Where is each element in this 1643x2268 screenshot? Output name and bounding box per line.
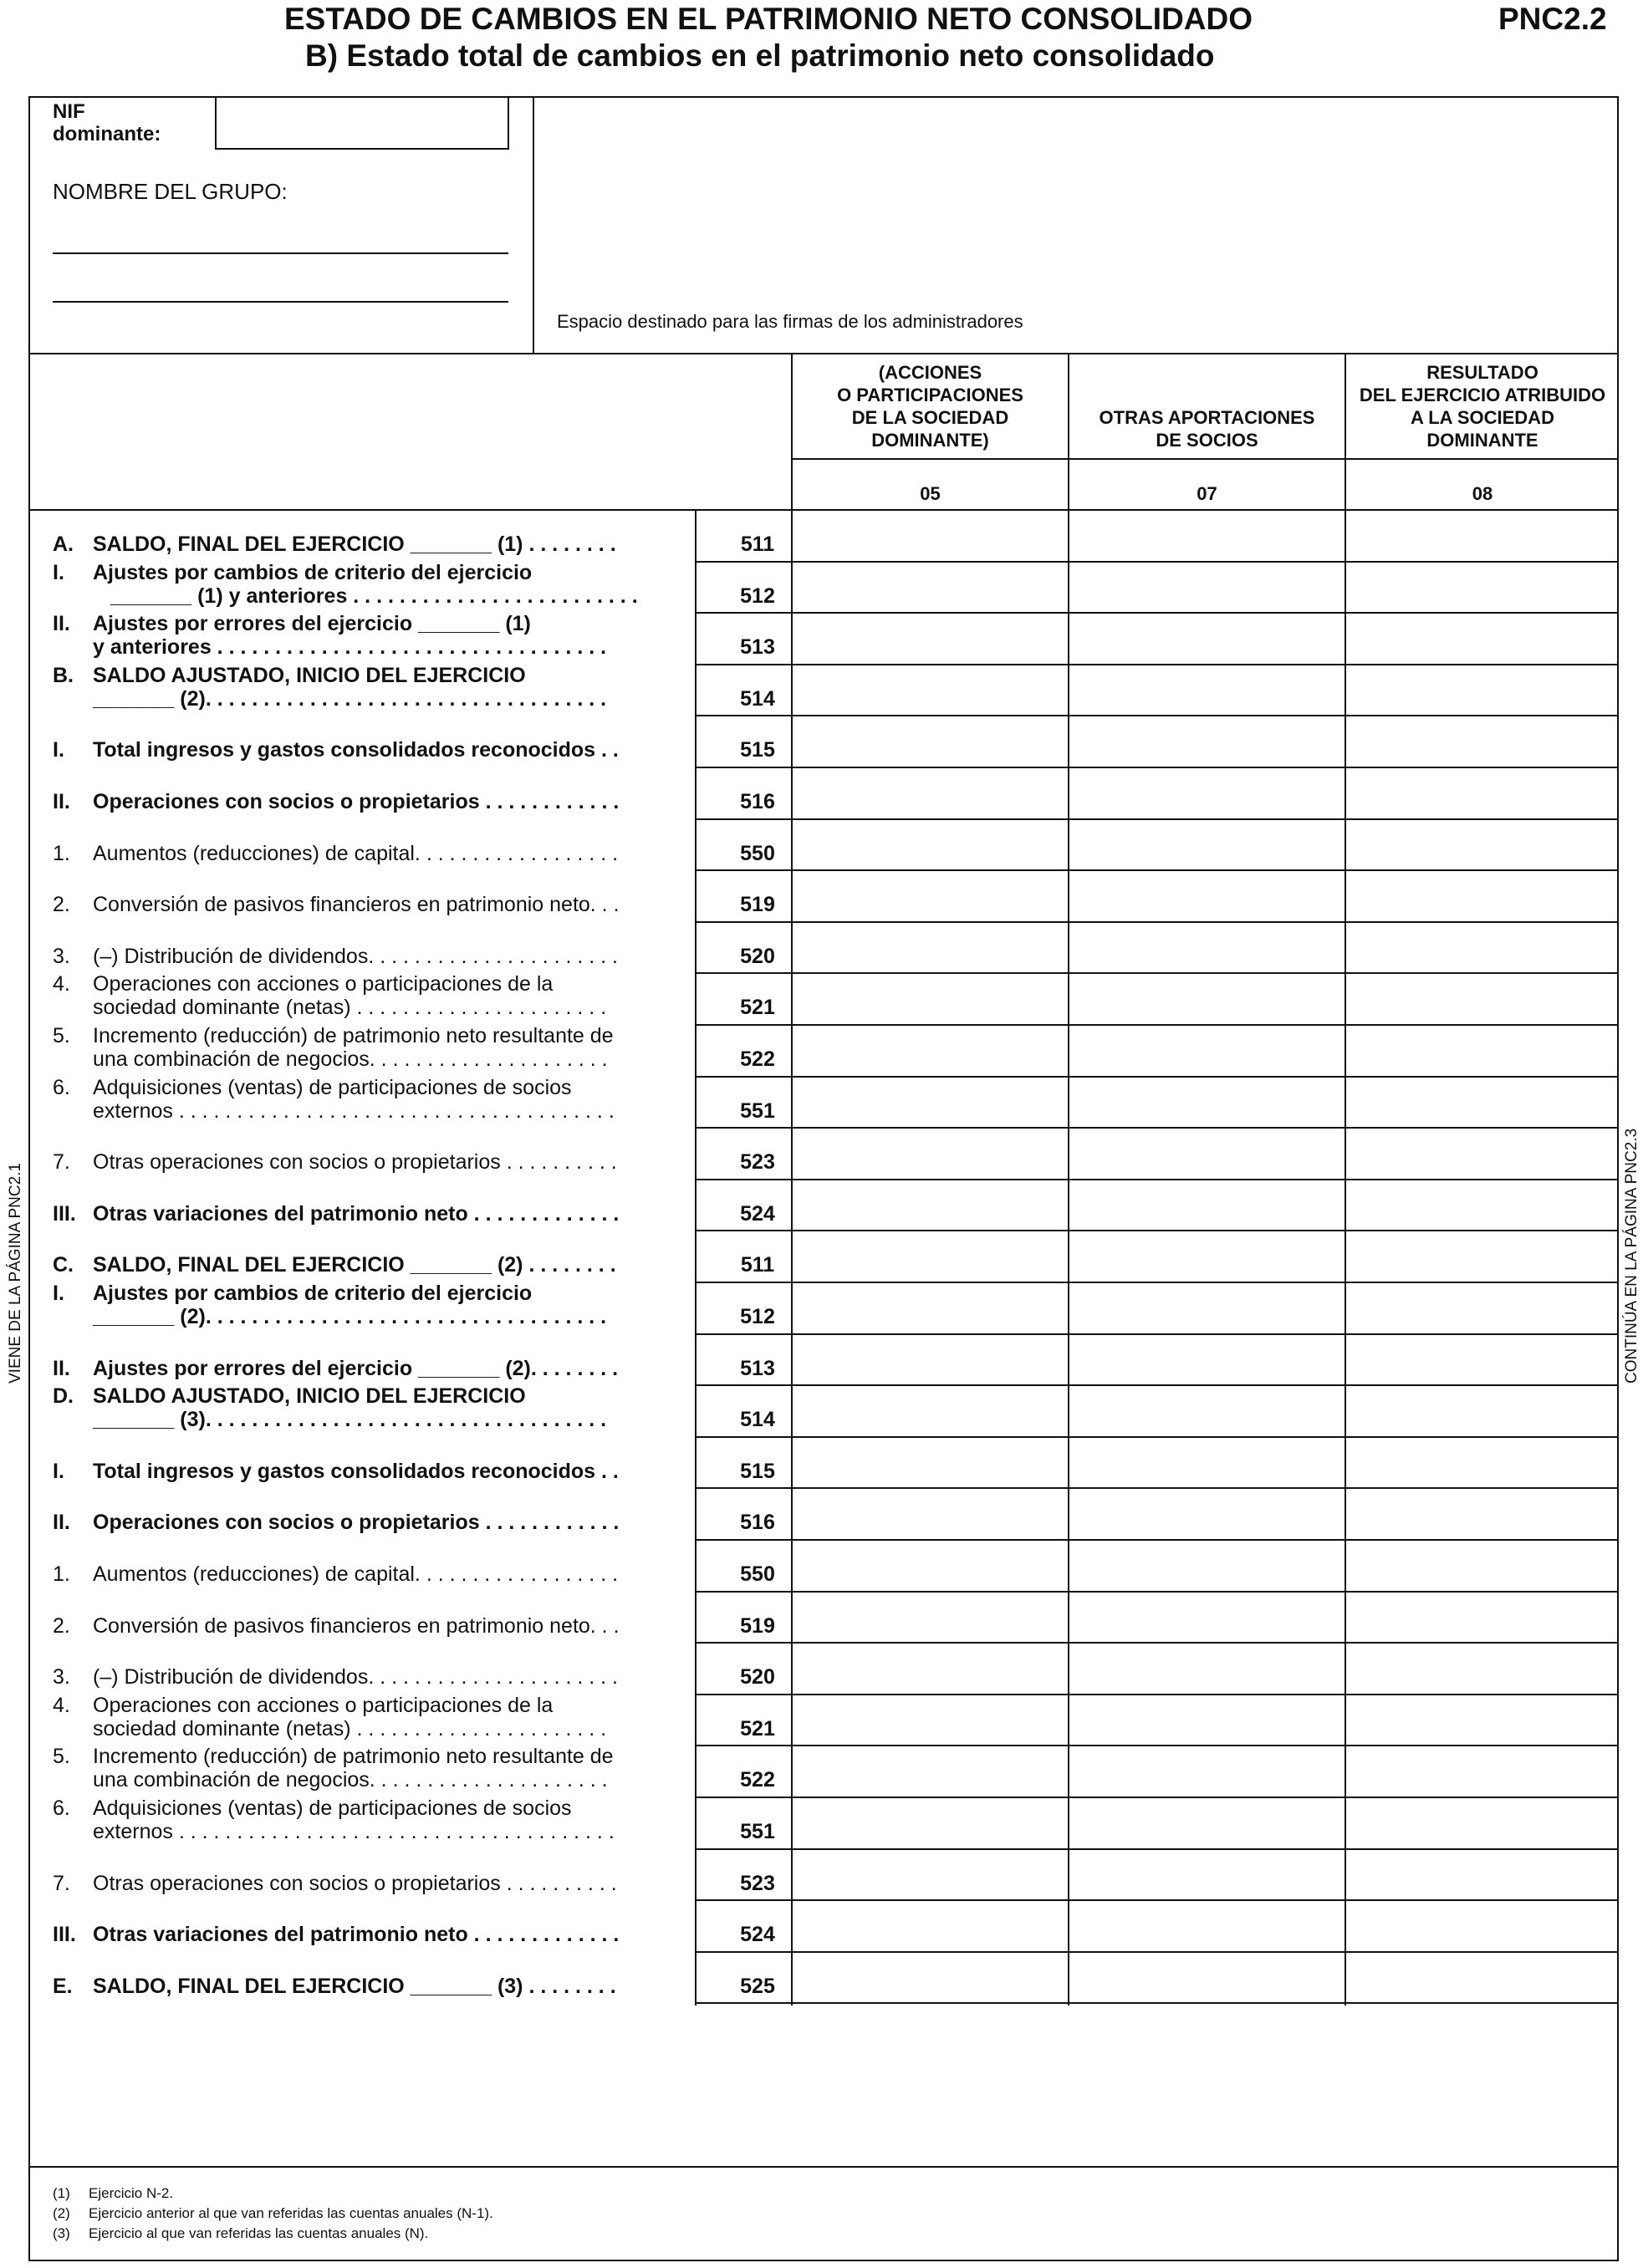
value-cell-col-08[interactable] <box>1346 1438 1619 1487</box>
table-row <box>28 715 791 767</box>
table-row <box>28 509 791 561</box>
row-text: Otras variaciones del patrimonio neto . . . . . . . . . . . . . <box>93 1923 620 1946</box>
value-cell-col-07[interactable] <box>1069 563 1345 612</box>
value-cell-col-05[interactable] <box>793 871 1068 920</box>
row-label: 7. <box>53 1150 70 1174</box>
row-text: Ajustes por cambios de criterio del ejercicio <box>93 1282 533 1305</box>
value-cell-col-07[interactable] <box>1069 1078 1345 1127</box>
table-row <box>28 1745 791 1797</box>
value-cell-col-07[interactable] <box>1069 1231 1345 1281</box>
row-code: 519 <box>740 1614 775 1638</box>
header-bottom-rule <box>28 353 1619 354</box>
value-cell-col-08[interactable] <box>1346 923 1619 972</box>
value-cell-col-05[interactable] <box>793 974 1068 1023</box>
value-cell-col-08[interactable] <box>1346 1129 1619 1178</box>
row-text: una combinación de negocios. . . . . . . . . . . . . . . . . . . . . <box>93 1768 608 1791</box>
row-code: 512 <box>740 584 775 608</box>
table-row <box>28 1436 791 1488</box>
value-cell-col-05[interactable] <box>793 1541 1068 1590</box>
row-code: 522 <box>740 1047 775 1071</box>
value-cell-col-05[interactable] <box>793 1489 1068 1538</box>
value-cell-col-07[interactable] <box>1069 1798 1345 1848</box>
group-name-line-2[interactable] <box>53 301 508 303</box>
row-code: 514 <box>740 1408 775 1431</box>
col-head-acciones: (ACCIONES O PARTICIPACIONES DE LA SOCIEDAD DOMINANTE) <box>837 362 1023 451</box>
row-label: I. <box>53 561 64 584</box>
value-cell-col-08[interactable] <box>1346 1644 1619 1693</box>
row-code: 511 <box>740 533 775 556</box>
value-cell-col-05[interactable] <box>793 1386 1068 1435</box>
value-cell-col-08[interactable] <box>1346 974 1619 1023</box>
row-label: 4. <box>53 1694 70 1717</box>
value-cell-col-08[interactable] <box>1346 768 1619 818</box>
row-text: SALDO, FINAL DEL EJERCICIO _______ (2) . . . . . . . . <box>93 1253 616 1277</box>
row-label: 7. <box>53 1872 70 1895</box>
row-label: II. <box>53 790 70 813</box>
value-cell-col-05[interactable] <box>793 1850 1068 1899</box>
table-row <box>28 1024 791 1076</box>
footnote-2: (2) Ejercicio anterior al que van referidas las cuentas anuales (N-1). <box>53 2205 493 2221</box>
row-label: 4. <box>53 972 70 996</box>
value-cell-col-08[interactable] <box>1346 1489 1619 1538</box>
value-cell-col-05[interactable] <box>793 1798 1068 1848</box>
row-label: I. <box>53 1282 64 1305</box>
side-label-right: CONTINÚA EN LA PÁGINA PNC2.3 <box>1623 1128 1640 1384</box>
table-row <box>28 1384 791 1436</box>
value-cell-col-08[interactable] <box>1346 820 1619 869</box>
col-head-otras-aportaciones: OTRAS APORTACIONES DE SOCIOS <box>1099 407 1315 451</box>
row-code: 515 <box>740 738 775 762</box>
value-cell-col-05[interactable] <box>793 563 1068 612</box>
value-cell-col-07[interactable] <box>1069 665 1345 715</box>
row-rule <box>695 2002 1619 2004</box>
value-cell-col-08[interactable] <box>1346 1695 1619 1745</box>
row-code: 520 <box>740 945 775 968</box>
value-cell-col-08[interactable] <box>1346 1593 1619 1642</box>
row-text: Otras operaciones con socios o propietarios . . . . . . . . . . <box>93 1150 617 1174</box>
footnote-1: (1) Ejercicio N-2. <box>53 2185 174 2201</box>
value-cell-col-08[interactable] <box>1346 1180 1619 1230</box>
row-label: 1. <box>53 1562 70 1586</box>
value-cell-col-07[interactable] <box>1069 1026 1345 1075</box>
value-cell-col-07[interactable] <box>1069 1644 1345 1693</box>
table-row <box>28 612 791 664</box>
value-cell-col-05[interactable] <box>793 1901 1068 1950</box>
row-label: 2. <box>53 1614 70 1638</box>
row-label: A. <box>53 533 74 556</box>
row-label: 2. <box>53 893 70 916</box>
form-code: PNC2.2 <box>1498 2 1607 36</box>
value-cell-col-08[interactable] <box>1346 1953 1619 2002</box>
row-code: 512 <box>740 1305 775 1328</box>
footnote-3: (3) Ejercicio al que van referidas las cuentas anuales (N). <box>53 2225 429 2241</box>
row-text: una combinación de negocios. . . . . . . . . . . . . . . . . . . . . <box>93 1047 608 1071</box>
value-cell-col-05[interactable] <box>793 1593 1068 1642</box>
table-row <box>28 1694 791 1746</box>
row-label: B. <box>53 664 74 687</box>
row-code: 513 <box>740 635 775 659</box>
row-label: III. <box>53 1202 76 1226</box>
row-code: 524 <box>740 1202 775 1226</box>
value-cell-col-05[interactable] <box>793 1335 1068 1384</box>
row-text: Total ingresos y gastos consolidados reconocidos . . <box>93 738 619 762</box>
signatures-area[interactable] <box>535 99 1617 349</box>
value-cell-col-07[interactable] <box>1069 871 1345 920</box>
value-cell-col-08[interactable] <box>1346 1283 1619 1333</box>
value-cell-col-05[interactable] <box>793 511 1068 560</box>
row-text: _______ (1) y anteriores . . . . . . . . . . . . . . . . . . . . . . . . . <box>93 584 638 608</box>
value-cell-col-07[interactable] <box>1069 1335 1345 1384</box>
value-cell-col-08[interactable] <box>1346 1541 1619 1590</box>
row-code: 511 <box>740 1253 775 1277</box>
value-cell-col-05[interactable] <box>793 1644 1068 1693</box>
value-cell-col-08[interactable] <box>1346 1386 1619 1435</box>
value-cell-col-07[interactable] <box>1069 923 1345 972</box>
col-code-05: 05 <box>920 483 941 504</box>
table-row <box>28 1899 791 1951</box>
row-code: 525 <box>740 1975 775 1998</box>
table-row <box>28 869 791 921</box>
row-text: Conversión de pasivos financieros en patrimonio neto. . . <box>93 893 620 916</box>
table-row <box>28 1539 791 1591</box>
value-cell-col-05[interactable] <box>793 1231 1068 1281</box>
value-cell-col-07[interactable] <box>1069 1180 1345 1230</box>
row-code: 522 <box>740 1768 775 1791</box>
row-label: I. <box>53 1460 64 1483</box>
col-header-rule <box>791 458 1619 460</box>
value-cell-col-07[interactable] <box>1069 1438 1345 1487</box>
row-code: 551 <box>740 1099 775 1123</box>
row-code: 519 <box>740 893 775 916</box>
table-row <box>28 1282 791 1333</box>
table-row <box>28 921 791 973</box>
row-code: 521 <box>740 996 775 1019</box>
value-cell-col-05[interactable] <box>793 1746 1068 1796</box>
table-row <box>28 1591 791 1643</box>
row-label: 1. <box>53 842 70 865</box>
side-label-left: VIENE DE LA PÁGINA PNC2.1 <box>7 1163 24 1384</box>
table-row <box>28 1127 791 1179</box>
value-cell-col-07[interactable] <box>1069 974 1345 1023</box>
row-label: 5. <box>53 1024 70 1047</box>
row-code: 515 <box>740 1460 775 1483</box>
group-name-label: NOMBRE DEL GRUPO: <box>53 179 288 204</box>
row-code: 523 <box>740 1872 775 1895</box>
value-cell-col-08[interactable] <box>1346 614 1619 663</box>
row-text: Otras variaciones del patrimonio neto . . . . . . . . . . . . . <box>93 1202 620 1226</box>
row-code: 521 <box>740 1717 775 1740</box>
value-cell-col-07[interactable] <box>1069 1489 1345 1538</box>
value-cell-col-05[interactable] <box>793 1283 1068 1333</box>
value-cell-col-05[interactable] <box>793 923 1068 972</box>
row-label: 3. <box>53 945 70 968</box>
row-label: D. <box>53 1384 74 1408</box>
row-text: Ajustes por errores del ejercicio _______ (1) <box>93 612 531 635</box>
row-label: 3. <box>53 1665 70 1689</box>
table-row <box>28 1848 791 1900</box>
row-code: 516 <box>740 1511 775 1534</box>
row-text: SALDO, FINAL DEL EJERCICIO _______ (3) . . . . . . . . <box>93 1975 616 1998</box>
value-cell-col-07[interactable] <box>1069 1901 1345 1950</box>
row-text: Adquisiciones (ventas) de participaciones de socios <box>93 1076 572 1099</box>
row-label: E. <box>53 1975 73 1998</box>
col-code-07: 07 <box>1197 483 1217 504</box>
form-subtitle: B) Estado total de cambios en el patrimonio neto consolidado <box>305 38 1215 73</box>
value-cell-col-08[interactable] <box>1346 1746 1619 1796</box>
value-cell-col-08[interactable] <box>1346 563 1619 612</box>
row-label: II. <box>53 612 70 635</box>
value-cell-col-07[interactable] <box>1069 1850 1345 1899</box>
table-row <box>28 1230 791 1282</box>
table-row <box>28 1076 791 1128</box>
row-text: Ajustes por errores del ejercicio _______ (2). . . . . . . . <box>93 1357 619 1380</box>
row-text: Total ingresos y gastos consolidados reconocidos . . <box>93 1460 619 1483</box>
row-text: Incremento (reducción) de patrimonio neto resultante de <box>93 1745 614 1768</box>
row-text: externos . . . . . . . . . . . . . . . . . . . . . . . . . . . . . . . . . . . . . . <box>93 1099 615 1123</box>
value-cell-col-07[interactable] <box>1069 716 1345 766</box>
row-text: Otras operaciones con socios o propietarios . . . . . . . . . . <box>93 1872 617 1895</box>
value-cell-col-08[interactable] <box>1346 1026 1619 1075</box>
value-cell-col-08[interactable] <box>1346 1901 1619 1950</box>
row-text: Operaciones con socios o propietarios . . . . . . . . . . . . <box>93 790 620 813</box>
row-text: y anteriores . . . . . . . . . . . . . . . . . . . . . . . . . . . . . . . . . . <box>93 635 607 659</box>
value-cell-col-08[interactable] <box>1346 1798 1619 1848</box>
nif-label: NIF dominante: <box>53 100 161 145</box>
value-cell-col-07[interactable] <box>1069 820 1345 869</box>
row-code: 520 <box>740 1665 775 1689</box>
row-text: Adquisiciones (ventas) de participaciones de socios <box>93 1797 572 1820</box>
value-cell-col-05[interactable] <box>793 1953 1068 2002</box>
table-row <box>28 767 791 818</box>
row-text: Operaciones con acciones o participaciones de la <box>93 1694 554 1717</box>
table-row <box>28 1951 791 2003</box>
row-label: 5. <box>53 1745 70 1768</box>
table-row <box>28 1487 791 1539</box>
row-text: sociedad dominante (netas) . . . . . . . . . . . . . . . . . . . . . . <box>93 996 607 1019</box>
row-text: _______ (3). . . . . . . . . . . . . . . . . . . . . . . . . . . . . . . . . . . <box>93 1408 607 1431</box>
value-cell-col-05[interactable] <box>793 1180 1068 1230</box>
value-cell-col-07[interactable] <box>1069 1129 1345 1178</box>
row-label: II. <box>53 1357 70 1380</box>
row-text: Conversión de pasivos financieros en patrimonio neto. . . <box>93 1614 620 1638</box>
row-code: 550 <box>740 842 775 865</box>
row-text: Operaciones con acciones o participaciones de la <box>93 972 554 996</box>
row-text: Operaciones con socios o propietarios . . . . . . . . . . . . <box>93 1511 620 1534</box>
value-cell-col-05[interactable] <box>793 820 1068 869</box>
row-text: (–) Distribución de dividendos. . . . . . . . . . . . . . . . . . . . . . <box>93 1665 619 1689</box>
value-cell-col-07[interactable] <box>1069 1695 1345 1745</box>
row-text: SALDO, FINAL DEL EJERCICIO _______ (1) . . . . . . . . <box>93 533 616 556</box>
value-cell-col-08[interactable] <box>1346 1078 1619 1127</box>
value-cell-col-05[interactable] <box>793 1695 1068 1745</box>
row-code: 550 <box>740 1562 775 1586</box>
value-cell-col-08[interactable] <box>1346 1335 1619 1384</box>
value-cell-col-07[interactable] <box>1069 1953 1345 2002</box>
row-label: III. <box>53 1923 76 1946</box>
value-cell-col-08[interactable] <box>1346 1231 1619 1281</box>
value-cell-col-07[interactable] <box>1069 614 1345 663</box>
value-cell-col-07[interactable] <box>1069 1593 1345 1642</box>
row-text: SALDO AJUSTADO, INICIO DEL EJERCICIO <box>93 1384 526 1408</box>
value-cell-col-07[interactable] <box>1069 1386 1345 1435</box>
row-text: _______ (2). . . . . . . . . . . . . . . . . . . . . . . . . . . . . . . . . . . <box>93 1305 607 1328</box>
table-row <box>28 561 791 613</box>
table-row <box>28 1333 791 1385</box>
table-row <box>28 818 791 870</box>
row-label: 6. <box>53 1797 70 1820</box>
row-label: II. <box>53 1511 70 1534</box>
table-row <box>28 1179 791 1231</box>
row-text: (–) Distribución de dividendos. . . . . . . . . . . . . . . . . . . . . . <box>93 945 619 968</box>
form-title: ESTADO DE CAMBIOS EN EL PATRIMONIO NETO CONSOLIDADO <box>284 2 1253 36</box>
row-label: I. <box>53 738 64 762</box>
value-cell-col-07[interactable] <box>1069 768 1345 818</box>
value-cell-col-08[interactable] <box>1346 511 1619 560</box>
signatures-area-label: Espacio destinado para las firmas de los administradores <box>557 311 1023 332</box>
value-cell-col-07[interactable] <box>1069 1746 1345 1796</box>
row-text: SALDO AJUSTADO, INICIO DEL EJERCICIO <box>93 664 526 687</box>
row-label: 6. <box>53 1076 70 1099</box>
value-cell-col-05[interactable] <box>793 768 1068 818</box>
value-cell-col-05[interactable] <box>793 1078 1068 1127</box>
table-row <box>28 664 791 716</box>
value-cell-col-07[interactable] <box>1069 1541 1345 1590</box>
value-cell-col-05[interactable] <box>793 1438 1068 1487</box>
row-text: externos . . . . . . . . . . . . . . . . . . . . . . . . . . . . . . . . . . . . . . <box>93 1820 615 1843</box>
row-text: Incremento (reducción) de patrimonio neto resultante de <box>93 1024 614 1047</box>
value-cell-col-05[interactable] <box>793 1129 1068 1178</box>
col-head-resultado: RESULTADO DEL EJERCICIO ATRIBUIDO A LA SOCIEDAD DOMINANTE <box>1359 362 1606 451</box>
table-row <box>28 1642 791 1694</box>
value-cell-col-07[interactable] <box>1069 511 1345 560</box>
value-cell-col-05[interactable] <box>793 665 1068 715</box>
value-cell-col-05[interactable] <box>793 614 1068 663</box>
row-code: 516 <box>740 790 775 813</box>
row-code: 551 <box>740 1820 775 1843</box>
value-cell-col-08[interactable] <box>1346 665 1619 715</box>
row-code: 524 <box>740 1923 775 1946</box>
header-divider <box>533 96 534 354</box>
row-label: C. <box>53 1253 74 1277</box>
value-cell-col-07[interactable] <box>1069 1283 1345 1333</box>
row-text: Aumentos (reducciones) de capital. . . . . . . . . . . . . . . . . . <box>93 842 619 865</box>
table-row <box>28 972 791 1024</box>
value-cell-col-05[interactable] <box>793 1026 1068 1075</box>
footnote-rule <box>28 2166 1619 2168</box>
row-code: 514 <box>740 687 775 711</box>
row-text: Ajustes por cambios de criterio del ejercicio <box>93 561 533 584</box>
row-text: _______ (2). . . . . . . . . . . . . . . . . . . . . . . . . . . . . . . . . . . <box>93 687 607 711</box>
row-code: 523 <box>740 1150 775 1174</box>
nif-field[interactable] <box>215 96 509 150</box>
row-code: 513 <box>740 1357 775 1380</box>
table-row <box>28 1797 791 1848</box>
row-text: Aumentos (reducciones) de capital. . . . . . . . . . . . . . . . . . <box>93 1562 619 1586</box>
group-name-line-1[interactable] <box>53 252 508 254</box>
col-code-08: 08 <box>1472 483 1493 504</box>
row-text: sociedad dominante (netas) . . . . . . . . . . . . . . . . . . . . . . <box>93 1717 607 1740</box>
value-cell-col-05[interactable] <box>793 716 1068 766</box>
value-cell-col-08[interactable] <box>1346 716 1619 766</box>
value-cell-col-08[interactable] <box>1346 1850 1619 1899</box>
value-cell-col-08[interactable] <box>1346 871 1619 920</box>
